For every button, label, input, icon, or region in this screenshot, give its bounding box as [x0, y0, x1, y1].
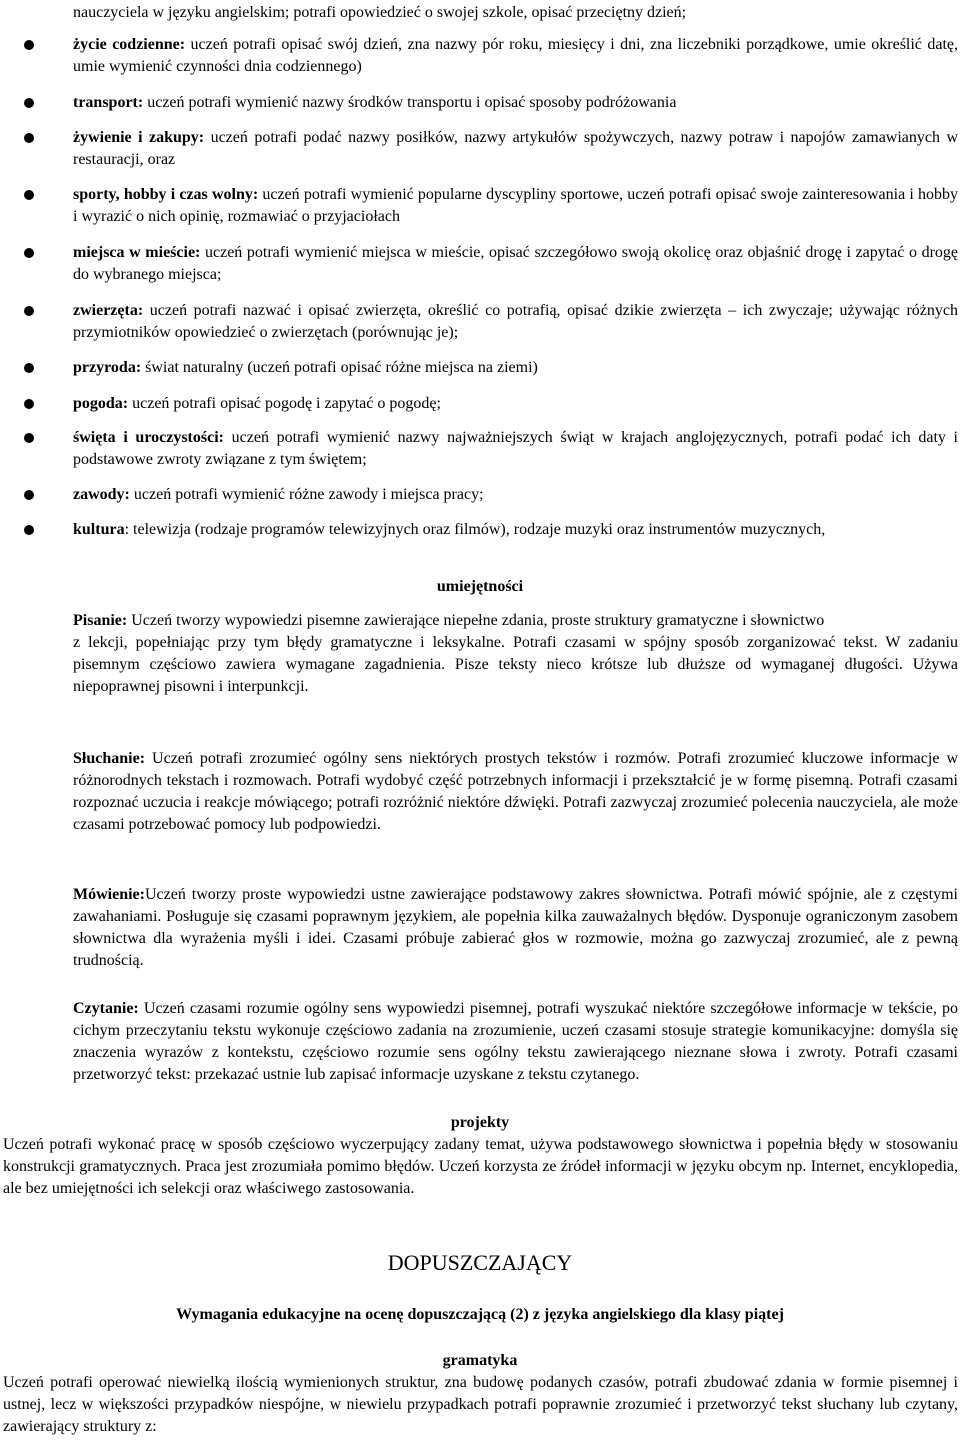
writing-continuation: z lekcji, popełniając przy tym błędy gramatyczne i leksykalne. Potrafi czasami w spójny sposób zorganizować tekst. W zadaniu pisemnym częściowo zawiera wymagane zagadnienia. Pisze teksty nieco krótsze lub dłuższe od wymaganej długości. Używa niepoprawnej pisowni i interpunkcji. — [73, 634, 958, 695]
listening-paragraph: Słuchanie: Uczeń potrafi zrozumieć ogólny sens niektórych prostych tekstów i rozmów. Potrafi zrozumieć kluczowe informacje w różnorodnych tekstach i rozmowach. Potrafi wydobyć część potrzebnych informacji i przekształcić je w formę pisemną. Potrafi czasami rozpoznać uczucia i reakcje mówiącego; potrafi rozróżnić niektóre dźwięki. Potrafi zazwyczaj zrozumieć polecenia nauczyciela, ale może czasami potrzebować pomocy lub podpowiedzi. — [73, 750, 958, 833]
speaking-paragraph: Mówienie:Uczeń tworzy proste wypowiedzi ustne zawierające podstawowy zakres słownictwa. Potrafi mówić spójnie, ale z częstymi zawahaniami. Posługuje się czasami poprawnym językiem, ale popełnia kilka zauważalnych błędów. Dysponuje ograniczonym zasobem słownictwa dla wyrażenia myśli i idei. Czasami próbuje zabierać głos w rozmowie, można go zazwyczaj zrozumieć, ale z pewną trudnością. — [73, 886, 958, 969]
writing-paragraph: Pisanie: Uczeń tworzy wypowiedzi pisemne zawierające niepełne zdania, proste struktury gramatyczne i słownictwo z lekcji, popełniając przy tym błędy gramatyczne i leksykalne. Potrafi czasami w spójny sposób zorganizować tekst. W zadaniu pisemnym częściowo zawiera wymagane zagadnienia. Pisze teksty nieco krótsze lub dłuższe od wymaganej długości. Używa niepoprawnej pisowni i interpunkcji. — [73, 610, 958, 698]
bullet-icon — [24, 306, 34, 316]
list-item — [73, 393, 958, 415]
topic-term: żywienie i zakupy: — [73, 129, 205, 146]
topic-text: uczeń potrafi opisać pogodę i zapytać o pogodę; — [128, 395, 441, 412]
list-item — [73, 242, 958, 286]
bullet-icon — [24, 399, 34, 409]
topic-term: sporty, hobby i czas wolny: — [73, 186, 259, 203]
topic-term: miejsca w mieście: — [73, 244, 201, 261]
topic-text: : telewizja (rodzaje programów telewizyjnych oraz filmów), rodzaje muzyki oraz instrumentów muzycznych, — [124, 521, 826, 538]
topic-term: zwierzęta: — [73, 302, 144, 319]
list-item — [73, 127, 958, 171]
bullet-icon — [24, 363, 34, 373]
list-item — [73, 484, 958, 506]
bullet-icon — [24, 248, 34, 258]
section-heading: umiejętności — [436, 578, 524, 595]
topic-text: uczeń potrafi wymienić nazwy środków transportu i opisać sposoby podróżowania — [143, 94, 677, 111]
topic-text: uczeń potrafi wymienić różne zawody i miejsca pracy; — [129, 486, 484, 503]
topic-text: uczeń potrafi wymienić miejsca w mieście, opisać szczegółowo swoją okolicę oraz objaśnić drogę i zapytać o drogę do wybranego miejsca; — [73, 244, 958, 283]
bullet-icon — [24, 490, 34, 500]
topic-term: zawody: — [73, 486, 130, 503]
topic-term: transport: — [73, 94, 144, 111]
requirements-heading: Wymagania edukacyjne na ocenę dopuszczającą (2) z języka angielskiego dla klasy piątej — [176, 1306, 784, 1323]
list-item — [73, 357, 958, 379]
grammar-paragraph: Uczeń potrafi operować niewielką ilością wymienionych struktur, zna budowę podanych czasów, potrafi zbudować zdania w formie pisemnej i ustnej, lecz w większości przypadków niespójne, w niewielu przypadkach potrafi poprawnie zrozumieć i przetworzyć tekst słuchany lub czytany, zawierający struktury z: — [3, 1374, 958, 1435]
bullet-icon — [24, 190, 34, 200]
topic-term: kultura — [73, 521, 125, 538]
projects-paragraph: Uczeń potrafi wykonać pracę w sposób częściowo wyczerpujący zadany temat, używa podstawowego słownictwa i popełnia błędy w stosowaniu konstrukcji gramatycznych. Praca jest zrozumiała pomimo błędów. Uczeń korzysta ze źródeł informacji w języku obcym np. Internet, encyklopedia, ale bez umiejętności ich selekcji oraz właściwego zastosowania. — [3, 1136, 958, 1197]
list-item — [73, 92, 958, 114]
continued-line: nauczyciela w języku angielskim; potrafi opowiedzieć o swojej szkole, opisać przeciętny dzień; — [73, 4, 687, 21]
list-item — [73, 184, 958, 228]
list-item — [73, 427, 958, 471]
section-heading: projekty — [450, 1114, 510, 1131]
bullet-icon — [24, 40, 34, 50]
topic-text: uczeń potrafi wymienić popularne dyscypliny sportowe, uczeń potrafi opisać swoje zainteresowania i hobby i wyrazić o nich opinię, rozmawiać o przyjaciołach — [73, 186, 958, 225]
topic-text: uczeń potrafi wymienić nazwy najważniejszych świąt w krajach anglojęzycznych, potrafi podać ich daty i podstawowe zwroty związane z tym świętem; — [73, 429, 958, 468]
grade-heading: DOPUSZCZAJĄCY — [387, 1250, 573, 1275]
listening-term: Słuchanie: — [73, 750, 146, 767]
bullet-icon — [24, 133, 34, 143]
list-item — [73, 300, 958, 344]
writing-term: Pisanie: — [73, 612, 128, 629]
reading-paragraph: Czytanie: Uczeń czasami rozumie ogólny sens wypowiedzi pisemnej, potrafi wyszukać niektóre szczegółowe informacje w tekście, po cichym przeczytaniu tekstu wykonuje częściowo zadania na zrozumienie, uczeń czasami stosuje strategie komunikacyjne: domyśla się znaczenia wyrazów z kontekstu, częściowo rozumie sens ogólny tekstu zawierającego nieznane słowa i zwroty. Potrafi czasami przetworzyć tekst: przekazać ustnie lub zapisać informacje uzyskane z tekstu czytanego. — [73, 1000, 958, 1083]
topic-text: świat naturalny (uczeń potrafi opisać różne miejsca na ziemi) — [141, 359, 538, 376]
list-item — [73, 519, 958, 541]
topic-term: życie codzienne: — [73, 36, 186, 53]
bullet-icon — [24, 433, 34, 443]
bullet-icon — [24, 525, 34, 535]
topic-text: uczeń potrafi nazwać i opisać zwierzęta, określić co potrafią, opisać dzikie zwierzęta – ich zwyczaje; używając różnych przymiotników opowiedzieć o zwierzętach (porównując je); — [73, 302, 958, 341]
topic-text: uczeń potrafi podać nazwy posiłków, nazwy artykułów spożywczych, nazwy potraw i napojów zamawianych w restauracji, oraz — [73, 129, 959, 168]
topic-term: pogoda: — [73, 395, 129, 412]
bullet-icon — [24, 98, 34, 108]
speaking-term: Mówienie: — [73, 886, 145, 903]
reading-term: Czytanie: — [73, 1000, 139, 1017]
topic-term: przyroda: — [73, 359, 142, 376]
section-heading: gramatyka — [442, 1352, 518, 1369]
topic-term: święta i uroczystości: — [73, 429, 224, 446]
list-item — [73, 34, 958, 78]
topic-text: uczeń potrafi opisać swój dzień, zna nazwy pór roku, miesięcy i dni, zna liczebniki porządkowe, umie określić datę, umie wymienić czynności dnia codziennego) — [73, 36, 959, 75]
